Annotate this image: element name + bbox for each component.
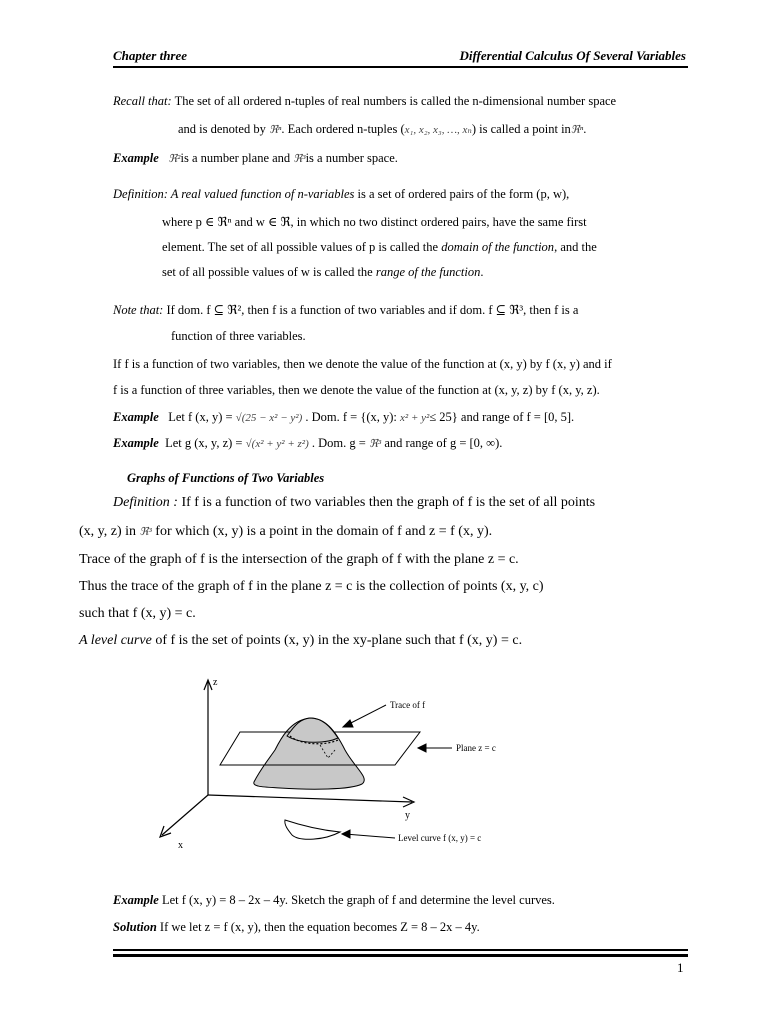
recall-line-1: Recall that: The set of all ordered n-tuples of real numbers is called the n-dimensional number space	[113, 94, 617, 108]
plane-label: Plane z = c	[456, 743, 496, 753]
definition-2-line-4: Thus the trace of the graph of f in the plane z = c is the collection of points (x, y, c)	[79, 579, 544, 594]
definition-2-line-2: (x, y, z) in ℜ³ for which (x, y) is a point in the domain of f and z = f (x, y).	[79, 524, 493, 539]
footer-rule-2	[113, 954, 688, 957]
definition-1-line-2: where p ∈ ℜⁿ and w ∈ ℜ, in which no two distinct ordered pairs, have the same first	[162, 215, 587, 229]
definition-1-line-3: element. The set of all possible values of p is called the domain of the function, and the	[162, 240, 597, 254]
recall-line-2: and is denoted by ℜⁿ. Each ordered n-tuples (x₁, x₂, x₃, …, xₙ) is called a point inℜⁿ.	[178, 122, 587, 136]
level-arrow	[345, 834, 395, 838]
definition-2-line-3: Trace of the graph of f is the intersection of the graph of f with the plane z = c.	[79, 552, 519, 567]
y-axis	[208, 795, 412, 802]
example-3: Example Let g (x, y, z) = √(x² + y² + z²) . Dom. g = ℜ³ and range of g = [0, ∞).	[113, 436, 503, 450]
example-1: Example ℜ²is a number plane and ℜ³is a number space.	[113, 151, 398, 165]
solution: Solution If we let z = f (x, y), then the equation becomes Z = 8 – 2x – 4y.	[113, 920, 480, 934]
example-4: Example Let f (x, y) = 8 – 2x – 4y. Sketch the graph of f and determine the level curves.	[113, 893, 555, 907]
section-title: Graphs of Functions of Two Variables	[127, 471, 325, 485]
header-chapter: Chapter three	[113, 48, 188, 63]
header-rule	[113, 66, 688, 68]
header-title: Differential Calculus Of Several Variables	[459, 48, 686, 63]
trace-label: Trace of f	[390, 700, 426, 710]
page-number: 1	[677, 960, 684, 975]
note-line-2: function of three variables.	[171, 329, 306, 343]
definition-1-line-4: set of all possible values of w is called the range of the function.	[162, 265, 484, 279]
definition-2-line-1: Definition : If f is a function of two variables then the graph of f is the set of all points	[113, 495, 596, 510]
level-curve-shape	[285, 820, 340, 839]
definition-2-line-6: A level curve of f is the set of points (x, y) in the xy-plane such that f (x, y) = c.	[79, 633, 523, 648]
trace-arrowhead	[343, 720, 353, 727]
x-axis	[162, 795, 208, 835]
para-1-line-2: f is a function of three variables, then we denote the value of the function at (x, y, z) by f (x, y, z).	[113, 383, 600, 397]
level-curve-label: Level curve f (x, y) = c	[398, 833, 482, 843]
x-axis-label: x	[178, 840, 183, 851]
z-axis-label: z	[213, 677, 218, 688]
footer-rule-1	[113, 949, 688, 951]
example-2: Example Let f (x, y) = √(25 − x² − y²) . Dom. f = {(x, y): x² + y²≤ 25} and range of f = [0, 5].	[113, 410, 575, 424]
definition-1-line-1: Definition: A real valued function of n-variables is a set of ordered pairs of the form (p, w),	[113, 187, 570, 201]
para-1-line-1: If f is a function of two variables, then we denote the value of the function at (x, y) by f (x, y) and if	[113, 357, 612, 371]
definition-2-line-5: such that f (x, y) = c.	[79, 606, 196, 621]
level-arrowhead	[342, 830, 350, 838]
note-line-1: Note that: If dom. f ⊆ ℜ², then f is a function of two variables and if dom. f ⊆ ℜ³, then f is a	[113, 303, 579, 317]
level-curve-figure	[150, 670, 550, 860]
plane-arrowhead	[418, 744, 426, 752]
y-axis-label: y	[405, 810, 410, 821]
